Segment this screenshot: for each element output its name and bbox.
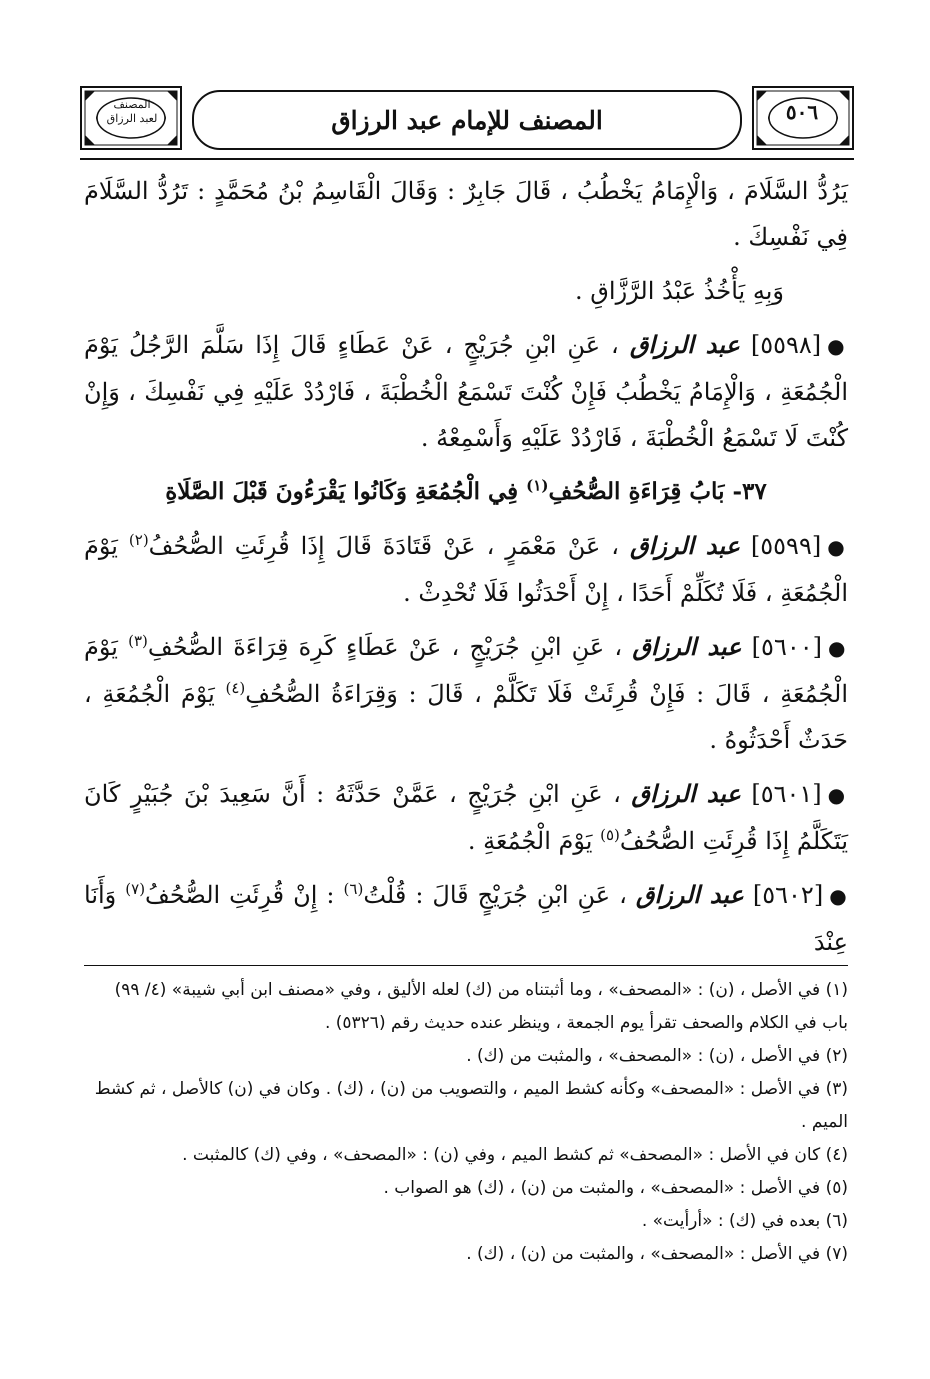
hadith-text-c: وَأَنَا عِنْدَ — [84, 881, 848, 956]
chapter-heading — [84, 469, 848, 515]
footnote-ref[interactable]: (١) — [526, 476, 549, 495]
hadith-text-a: ، عَنِ ابْنِ جُرَيْجٍ ، عَنْ عَطَاءٍ كَرِهَ قِرَاءَةَ الصُّحُفِ — [147, 633, 623, 661]
hadith-text-a: ، عَنِ ابْنِ جُرَيْجٍ ، عَمَّنْ حَدَّثَهُ : أَنَّ سَعِيدَ بْنَ جُبَيْرٍ كَانَ يَتَكَلَّمُ إِذَا قُرِئَتِ الصُّحُفُ — [84, 780, 848, 855]
bullet: ● — [829, 884, 849, 908]
badge-line-2: لعبد الرزاق — [106, 112, 158, 125]
footnote-4: (٤) كان في الأصل : «المصحف» ثم كشط الميم ، وفي (ن) : «المصحف» ، وفي (ك) كالمثبت . — [182, 1145, 848, 1165]
hadith-number: [٥٦٠٢] — [752, 881, 824, 909]
hadith-number: [٥٦٠١] — [751, 780, 822, 808]
footnote-6: (٦) بعده في (ك) : «أرأيت» . — [641, 1211, 848, 1231]
hadith-text-b: يَوْمَ الْجُمُعَةِ ، فَلَا تُكَلِّمْ أَحَدًا ، إِنْ أَحْدَثُوا فَلَا تُحْدِثْ . — [84, 532, 848, 607]
author-name: عبد الرزاق — [632, 632, 742, 661]
bullet: ● — [827, 636, 848, 660]
main-text — [84, 168, 848, 973]
author-name: عبد الرزاق — [635, 880, 744, 909]
heading-part-b: فِي الْجُمُعَةِ وَكَانُوا يَقْرَءُونَ قَبْلَ الصَّلَاةِ — [165, 478, 519, 505]
hadith-number: [٥٥٩٩] — [750, 532, 822, 560]
hadith-5602 — [84, 872, 848, 965]
hadith-5598 — [84, 322, 848, 461]
bullet: ● — [827, 783, 848, 807]
footnote-ref[interactable]: (٢) — [128, 531, 149, 549]
author-name: عبد الرزاق — [629, 330, 740, 359]
footnote-7: (٧) في الأصل : «المصحف» ، والمثبت من (ن) ، (ك) . — [466, 1244, 848, 1264]
hadith-text-b: : إِنْ قُرِئَتِ الصُّحُفُ — [145, 881, 335, 909]
footnote-3: (٣) في الأصل : «المصحف» وكأنه كشط الميم ، والتصويب من (ن) ، (ك) . وكان في (ن) كالأصل ، ثم كشط الميم . — [94, 1079, 848, 1132]
header-rule — [80, 158, 854, 160]
footnote-1: (١) في الأصل ، (ن) : «المصحف» ، وما أثبتناه من (ك) لعله الأليق ، وفي «مصنف ابن أبي شيبة» (٤/ ٩٩) باب في الكلام والصحف تقرأ يوم الجمعة ، وينظر عنده حديث رقم (٥٣٢٦) . — [114, 980, 848, 1033]
paragraph-1: يَرُدُّ السَّلَامَ ، وَالْإِمَامُ يَخْطُبُ ، قَالَ جَابِرٌ : وَقَالَ الْقَاسِمُ بْنُ مُحَمَّدٍ : تَرُدُّ السَّلَامَ فِي نَفْسِكَ . — [84, 177, 848, 251]
bullet: ● — [827, 535, 848, 559]
footnote-2: (٢) في الأصل ، (ن) : «المصحف» ، والمثبت من (ك) . — [466, 1046, 848, 1066]
footnote-ref[interactable]: (٦) — [343, 880, 364, 898]
hadith-5599 — [84, 523, 848, 616]
hadith-text-b: يَوْمَ الْجُمُعَةِ ، قَالَ : فَإِنْ قُرِئَتْ فَلَا تَكَلَّمْ ، قَالَ : وَقِرَاءَةُ الصُّحُفِ — [84, 633, 848, 708]
paragraph-2: وَبِهِ يَأْخُذُ عَبْدُ الرَّزَّاقِ . — [575, 277, 784, 305]
footnote-5: (٥) في الأصل : «المصحف» ، والمثبت من (ن) ، (ك) هو الصواب . — [383, 1178, 848, 1198]
author-name: عبد الرزاق — [630, 531, 740, 560]
footnotes — [84, 974, 848, 1271]
badge-line-1: المصنف — [113, 98, 151, 111]
hadith-text: ، عَنِ ابْنِ جُرَيْجٍ ، عَنْ عَطَاءٍ قَالَ إِذَا سَلَّمَ الرَّجُلُ يَوْمَ الْجُمُعَةِ ، وَالْإِمَامُ يَخْطُبُ فَإِنْ كُنْتَ تَسْمَعُ الْخُطْبَةَ ، فَارْدُدْ عَلَيْهِ فِي نَفْسِكَ ، وَإِنْ كُنْتَ لَا تَسْمَعُ الْخُطْبَةَ ، فَارْدُدْ عَلَيْهِ وَأَسْمِعْهُ . — [84, 331, 848, 452]
page-number: ٥٠٦ — [785, 100, 819, 124]
author-name: عبد الرزاق — [631, 779, 741, 808]
hadith-number: [٥٦٠٠] — [751, 633, 822, 661]
hadith-text-a: ، عَنْ مَعْمَرٍ ، عَنْ قَتَادَةَ قَالَ إِذَا قُرِئَتِ الصُّحُفُ — [148, 532, 620, 560]
header-badge — [92, 98, 172, 126]
footnote-ref[interactable]: (٣) — [128, 632, 148, 650]
hadith-text-c: يَوْمَ الْجُمُعَةِ ، حَدَثٌ أَحْدَثُوهُ . — [84, 680, 848, 754]
hadith-5600 — [84, 624, 848, 763]
footnote-ref[interactable]: (٤) — [225, 679, 246, 697]
bullet: ● — [827, 334, 849, 358]
book-title: المصنف للإمام عبد الرزاق — [331, 105, 603, 135]
footnote-rule — [84, 965, 848, 966]
hadith-text-b: يَوْمَ الْجُمُعَةِ . — [467, 827, 593, 855]
footnote-ref[interactable]: (٧) — [125, 880, 146, 898]
hadith-number: [٥٥٩٨] — [750, 331, 822, 359]
header-title-box — [192, 90, 742, 150]
heading-part-a: ٣٧- بَابُ قِرَاءَةِ الصُّحُفِ — [548, 478, 767, 505]
hadith-5601 — [84, 771, 848, 864]
page-header — [80, 86, 854, 150]
footnote-ref[interactable]: (٥) — [600, 826, 620, 844]
hadith-text-a: ، عَنِ ابْنِ جُرَيْجٍ قَالَ : قُلْتُ — [363, 881, 627, 909]
